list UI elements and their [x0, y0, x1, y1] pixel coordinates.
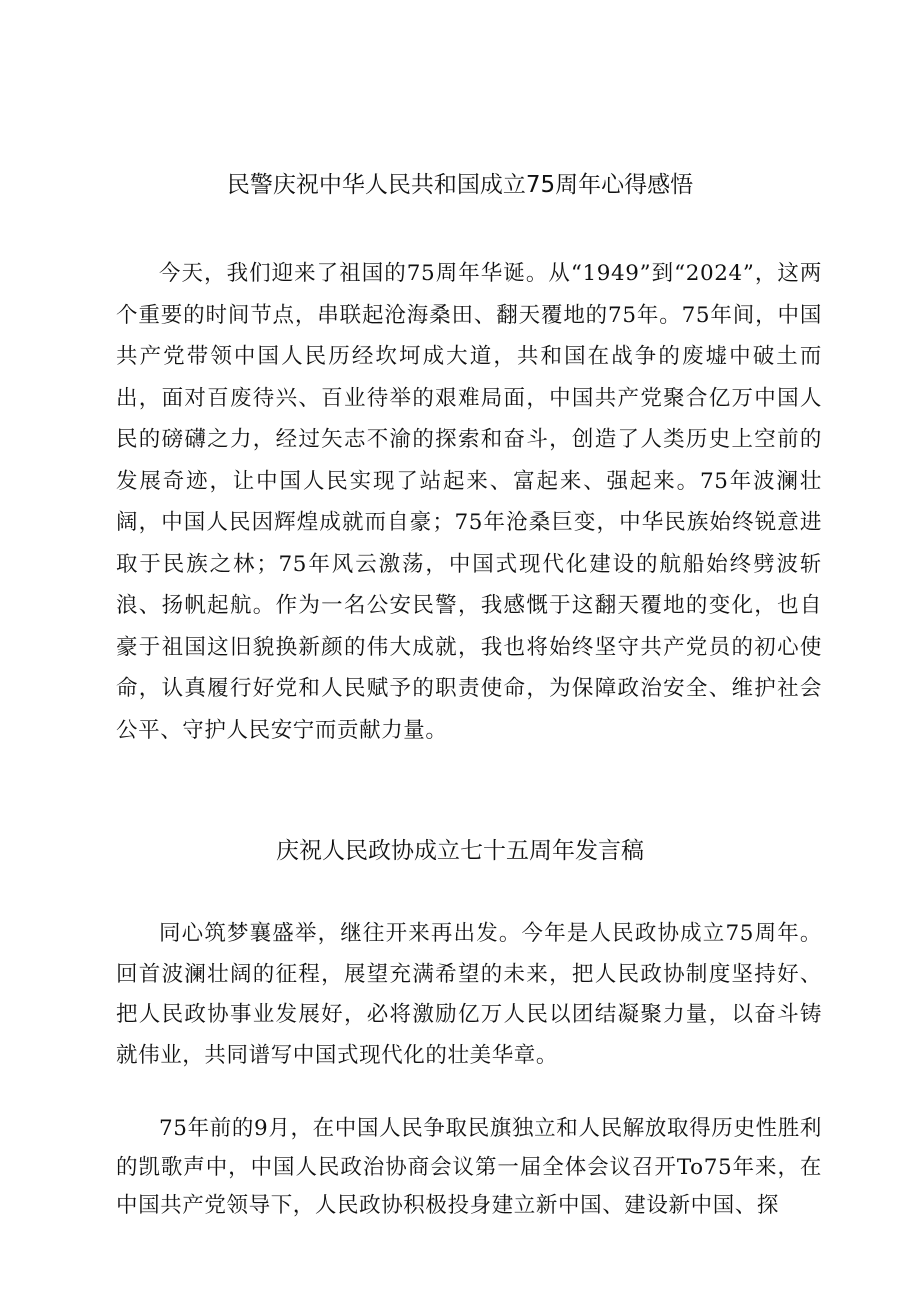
- section-title-2: 庆祝人民政协成立七十五周年发言稿: [276, 838, 644, 864]
- section-1-paragraph-1: 今天，我们迎来了祖国的75周年华诞。从“1949”到“2024”，这两个重要的时间节点，串联起沧海桑田、翻天覆地的75年。75年间，中国共产党带领中国人民历经坎坷成大道，共和国在战争的废墟中破土而出，面对百废待兴、百业待举的艰难局面，中国共产党聚合亿万中国人民的磅礴之力，经过矢志不渝的探索和奋斗，创造了人类历史上空前的发展奇迹，让中国人民实现了站起来、富起来、强起来。75年波澜壮阔，中国人民因辉煌成就而自豪；75年沧桑巨变，中华民族始终锐意进取于民族之林；75年风云激荡，中国式现代化建设的航船始终劈波斩浪、扬帆起航。作为一名公安民警，我感慨于这翻天覆地的变化，也自豪于祖国这旧貌换新颜的伟大成就，我也将始终坚守共产党员的初心使命，认真履行好党和人民赋予的职责使命，为保障政治安全、维护社会公平、守护人民安宁而贡献力量。: [116, 261, 822, 743]
- section-2-paragraph-2: 75年前的9月，在中国人民争取民旗独立和人民解放取得历史性胜利的凯歌声中，中国人民政治协商会议第一届全体会议召开To75年来，在中国共产党领导下，人民政协积极投身建立新中国、建设新中国、探: [116, 1116, 822, 1218]
- section-2-paragraph-1: 同心筑梦襄盛举，继往开来再出发。今年是人民政协成立75周年。回首波澜壮阔的征程，展望充满希望的未来，把人民政协制度坚持好、把人民政协事业发展好，必将激励亿万人民以团结凝聚力量，以奋斗铸就伟业，共同谱写中国式现代化的壮美华章。: [116, 921, 822, 1068]
- section-title-1: 民警庆祝中华人民共和国成立75周年心得感悟: [226, 172, 694, 198]
